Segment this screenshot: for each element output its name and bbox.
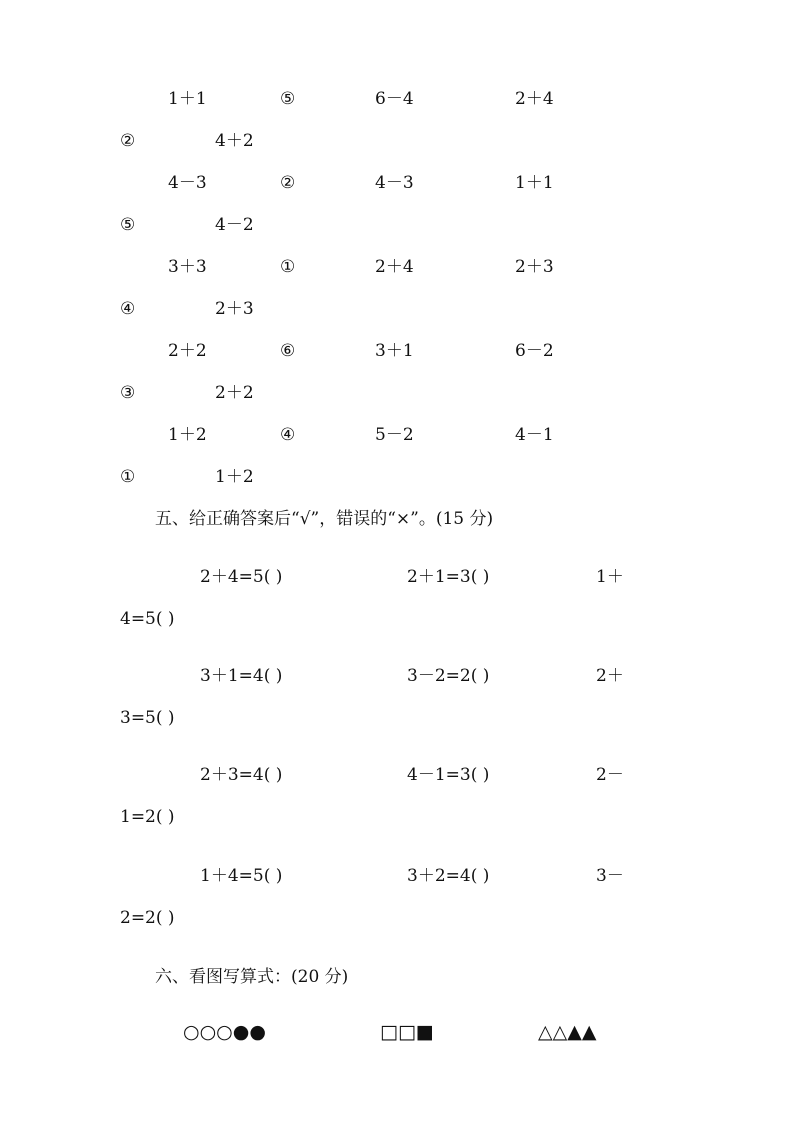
s5-r4-item-c-start: 3－	[596, 866, 624, 886]
s5-r3-item-c-end: 1=2( )	[120, 807, 175, 827]
match-r7-expr-d: 6－2	[515, 341, 554, 361]
match-r1-expr-a: 1＋1	[168, 89, 207, 109]
match-r3-expr-a: 4－3	[168, 173, 207, 193]
s5-r2-item-c-start: 2＋	[596, 666, 624, 686]
s5-r3-item-b: 4－1=3( )	[407, 765, 490, 785]
s5-r1-item-c-start: 1＋	[596, 567, 624, 587]
match-r8-expr: 2＋2	[215, 383, 254, 403]
s5-r4-item-c-end: 2=2( )	[120, 908, 175, 928]
match-r2-expr: 4＋2	[215, 131, 254, 151]
match-r7-circle: ⑥	[280, 341, 296, 361]
s5-r1-item-b: 2＋1=3( )	[407, 567, 490, 587]
shape-group-triangles: △△▲▲	[538, 1021, 597, 1043]
match-r6-expr: 2＋3	[215, 299, 254, 319]
match-r6-circle: ④	[120, 299, 136, 319]
match-r3-circle: ②	[280, 173, 296, 193]
s5-r3-item-c-start: 2－	[596, 765, 624, 785]
match-r7-expr-a: 2＋2	[168, 341, 207, 361]
match-r1-expr-d: 2＋4	[515, 89, 554, 109]
match-r9-circle: ④	[280, 425, 296, 445]
s5-r1-item-a: 2＋4=5( )	[200, 567, 283, 587]
match-r2-circle: ②	[120, 131, 136, 151]
match-r10-circle: ①	[120, 467, 136, 487]
match-r9-expr-d: 4－1	[515, 425, 554, 445]
match-r1-expr-c: 6－4	[375, 89, 414, 109]
match-r5-expr-a: 3＋3	[168, 257, 207, 277]
match-r9-expr-c: 5－2	[375, 425, 414, 445]
s5-r3-item-a: 2＋3=4( )	[200, 765, 283, 785]
section5-title: 五、给正确答案后“√”，错误的“×”。(15 分)	[155, 509, 494, 529]
s5-r2-item-b: 3－2=2( )	[407, 666, 490, 686]
match-r5-circle: ①	[280, 257, 296, 277]
match-r7-expr-c: 3＋1	[375, 341, 414, 361]
shape-group-circles: ○○○●●	[183, 1021, 266, 1043]
match-r8-circle: ③	[120, 383, 136, 403]
match-r3-expr-d: 1＋1	[515, 173, 554, 193]
match-r5-expr-c: 2＋4	[375, 257, 414, 277]
s5-r4-item-a: 1＋4=5( )	[200, 866, 283, 886]
match-r10-expr: 1＋2	[215, 467, 254, 487]
match-r3-expr-c: 4－3	[375, 173, 414, 193]
shape-group-squares: □□■	[380, 1021, 434, 1043]
match-r4-expr: 4－2	[215, 215, 254, 235]
s5-r2-item-a: 3＋1=4( )	[200, 666, 283, 686]
s5-r2-item-c-end: 3=5( )	[120, 708, 175, 728]
s5-r1-item-c-end: 4=5( )	[120, 609, 175, 629]
section6-title: 六、看图写算式：(20 分)	[155, 967, 349, 987]
match-r5-expr-d: 2＋3	[515, 257, 554, 277]
match-r9-expr-a: 1＋2	[168, 425, 207, 445]
s5-r4-item-b: 3＋2=4( )	[407, 866, 490, 886]
match-r4-circle: ⑤	[120, 215, 136, 235]
match-r1-circle: ⑤	[280, 89, 296, 109]
